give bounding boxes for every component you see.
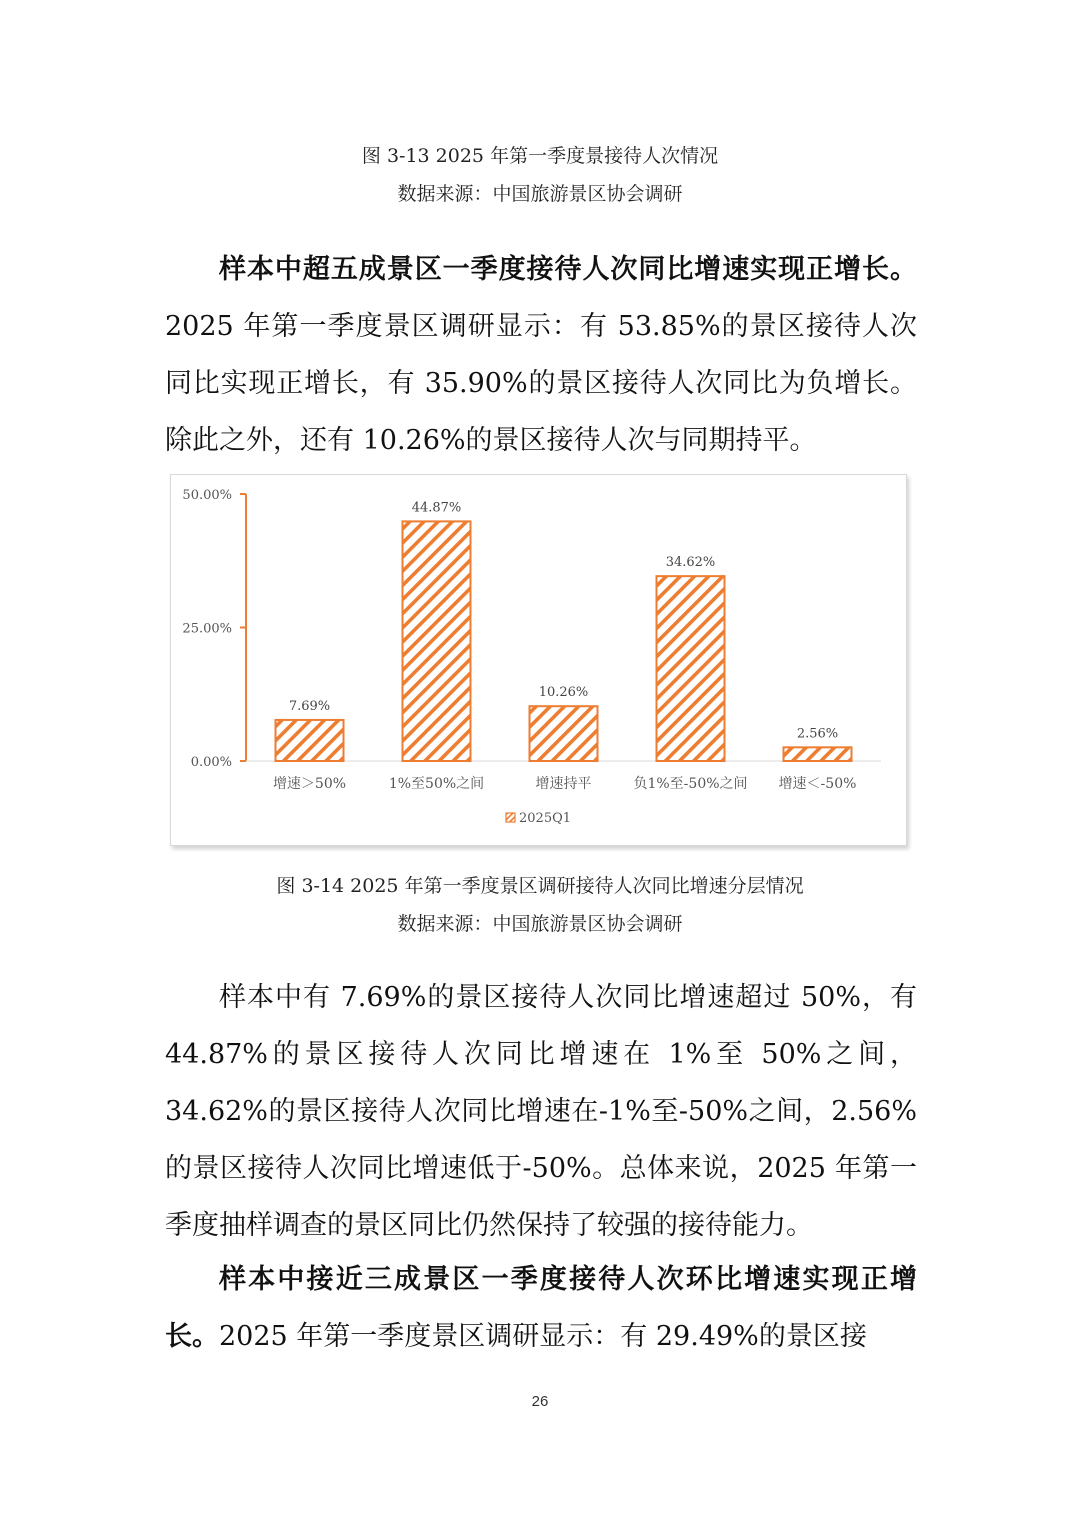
y-tick-label: 0.00% — [190, 755, 232, 770]
bar — [657, 576, 725, 761]
figure-caption-3-14: 图 3-14 2025 年第一季度景区调研接待人次同比增速分层情况 — [276, 875, 804, 897]
data-label: 10.26% — [538, 685, 589, 701]
legend-label: 2025Q1 — [519, 811, 572, 826]
paragraph-3 — [165, 1251, 917, 1365]
x-tick-label: 增速持平 — [535, 776, 592, 792]
page-number: 26 — [531, 1393, 549, 1410]
x-tick-label: 负1%至-50%之间 — [633, 776, 748, 792]
paragraph-1-lead: 样本中超五成景区一季度接待人次同比增速实现正增长。 — [219, 254, 917, 285]
chart-container — [170, 474, 907, 846]
bar — [784, 747, 852, 761]
x-tick-label: 增速＞50% — [272, 776, 347, 792]
figure-caption-3-13: 图 3-13 2025 年第一季度景接待人次情况 — [361, 145, 719, 167]
y-tick-label: 25.00% — [182, 621, 232, 637]
paragraph-1 — [165, 241, 917, 469]
data-label: 7.69% — [288, 698, 331, 714]
paragraph-3-body: 2025 年第一季度景区调研显示：有 29.49%的景区接 — [219, 1321, 867, 1352]
bar — [403, 521, 471, 761]
bar — [276, 720, 344, 761]
paragraph-2-body: 样本中有 7.69%的景区接待人次同比增速超过 50%，有 44.87%的景区接待人次同比增速在 1%至 50%之间，34.62%的景区接待人次同比增速在-1%至-50%之间，2.56%的景区接待人次同比增速低于-50%。总体来说，2025 年第一季度抽样调查的景区同比仍然保持了较强的接待能力。 — [165, 982, 917, 1241]
paragraph-1-body: 2025 年第一季度景区调研显示：有 53.85%的景区接待人次同比实现正增长，有 35.90%的景区接待人次同比为负增长。除此之外，还有 10.26%的景区接待人次与同期持平。 — [165, 311, 917, 456]
x-tick-label: 1%至50%之间 — [388, 776, 485, 792]
bar — [530, 706, 598, 761]
paragraph-2 — [165, 969, 917, 1254]
data-label: 44.87% — [411, 500, 462, 516]
paragraph-3-lead: 样本中接近三成景区一季度接待人次环比增速实现正增长。 — [165, 1264, 917, 1352]
figure-source-3-14: 数据来源：中国旅游景区协会调研 — [397, 913, 683, 935]
data-label: 34.62% — [665, 555, 716, 571]
legend-swatch — [506, 813, 515, 822]
data-label: 2.56% — [796, 726, 839, 742]
figure-source-3-13: 数据来源：中国旅游景区协会调研 — [397, 183, 683, 205]
x-tick-label: 增速＜-50% — [778, 776, 857, 792]
y-tick-label: 50.00% — [182, 488, 232, 503]
growth-distribution-chart — [171, 475, 906, 845]
